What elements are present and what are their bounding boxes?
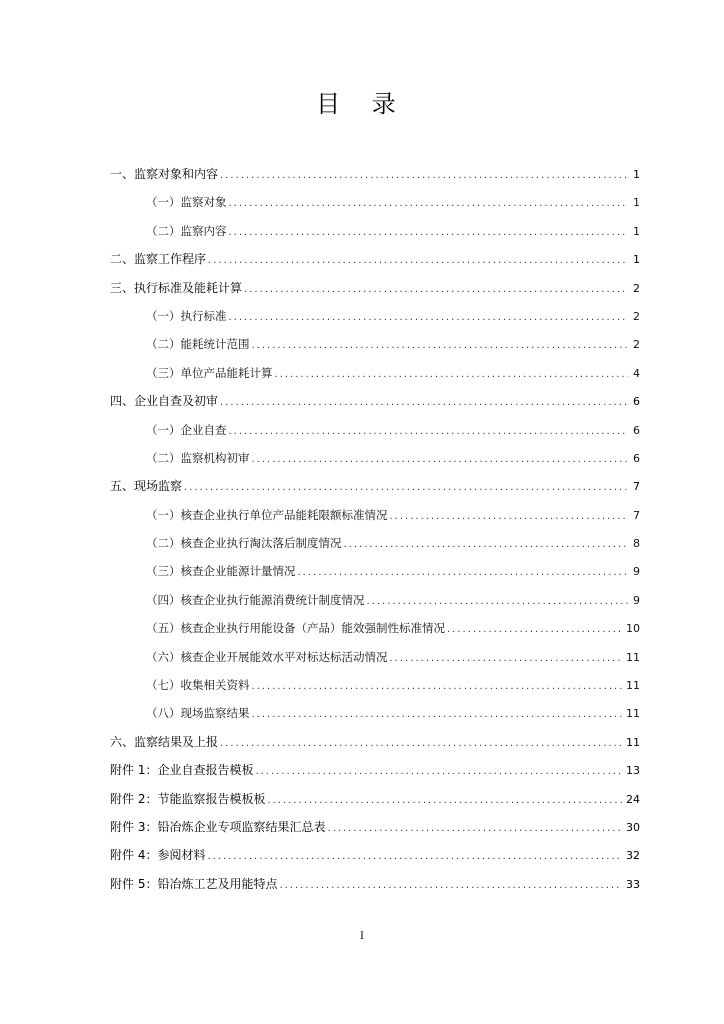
toc-page-number: 32 — [626, 849, 640, 863]
toc-subentry[interactable] — [110, 614, 640, 642]
toc-entry-label: 附件 1：企业自查报告模板 — [110, 763, 254, 778]
toc-page-number: 1 — [633, 168, 640, 181]
toc-subentry[interactable] — [110, 302, 640, 330]
toc-page-number: 11 — [626, 679, 640, 693]
dot-leader — [252, 701, 623, 729]
toc-page-number: 8 — [633, 537, 640, 551]
toc-subentry[interactable] — [110, 416, 640, 444]
toc-page-number: 11 — [626, 707, 640, 721]
toc-entry-label: （二）监察内容 — [146, 223, 227, 238]
toc-subentry[interactable] — [110, 188, 640, 216]
toc-subentry[interactable] — [110, 671, 640, 699]
toc-page-number: 9 — [633, 593, 640, 607]
toc-entry-label: 附件 3：铅冶炼企业专项监察结果汇总表 — [110, 819, 326, 834]
toc-entry-label: （七）收集相关资料 — [146, 678, 250, 693]
toc-subentry[interactable] — [110, 699, 640, 727]
toc-entry-label: （一）核查企业执行单位产品能耗限额标准情况 — [146, 507, 388, 522]
dot-leader — [252, 332, 629, 360]
toc-entry-label: （四）核查企业执行能源消费统计制度情况 — [146, 592, 365, 607]
toc-entry-label: （二）能耗统计范围 — [146, 337, 250, 352]
toc-page-number: 2 — [633, 338, 640, 352]
dot-leader — [279, 872, 622, 900]
dot-leader — [344, 531, 629, 559]
toc-subentry[interactable] — [110, 501, 640, 529]
toc-page-number: 1 — [633, 253, 640, 267]
toc-page-number: 24 — [626, 792, 640, 806]
dot-leader — [207, 843, 622, 871]
toc-page-number: 30 — [626, 820, 640, 834]
toc-page-number: 7 — [633, 480, 640, 494]
toc-entry[interactable] — [110, 785, 640, 813]
toc-page-number: 6 — [633, 451, 640, 465]
toc-entry-label: （八）现场监察结果 — [146, 706, 250, 721]
toc-page-number: 1 — [633, 196, 640, 210]
toc-page-number: 10 — [626, 622, 640, 636]
toc-entry-label: （三）核查企业能源计量情况 — [146, 564, 296, 579]
toc-page-number: 7 — [633, 508, 640, 522]
dot-leader — [275, 361, 629, 389]
toc-entry[interactable] — [110, 160, 640, 188]
toc-page-number: 11 — [626, 735, 640, 749]
dot-leader — [244, 276, 628, 304]
toc-page-number: 6 — [633, 395, 640, 409]
toc-page-number: 6 — [633, 423, 640, 437]
toc-entry-label: 附件 4：参阅材料 — [110, 848, 206, 863]
toc-subentry[interactable] — [110, 217, 640, 245]
toc-page-number: 13 — [626, 764, 640, 778]
dot-leader — [447, 616, 622, 644]
toc-entry[interactable] — [110, 841, 640, 869]
toc-entry-label: （五）核查企业执行用能设备（产品）能效强制性标准情况 — [146, 621, 445, 636]
toc-entry-label: （二）核查企业执行淘汰落后制度情况 — [146, 536, 342, 551]
page-title: 目 录 — [316, 90, 408, 118]
toc-entry[interactable] — [110, 756, 640, 784]
toc-entry-label: 四、企业自查及初审 — [110, 394, 219, 409]
toc-subentry[interactable] — [110, 359, 640, 387]
dot-leader — [252, 673, 623, 701]
toc-entry-label: 五、现场监察 — [110, 479, 183, 494]
dot-leader — [390, 645, 623, 673]
toc-page-number: 11 — [626, 650, 640, 664]
toc-entry-label: 三、执行标准及能耗计算 — [110, 280, 243, 295]
dot-leader — [208, 247, 628, 275]
dot-leader — [252, 446, 629, 474]
toc-entry-label: （一）执行标准 — [146, 308, 227, 323]
dot-leader — [220, 162, 628, 190]
toc-entry-label: （一）监察对象 — [146, 195, 227, 210]
toc-entry[interactable] — [110, 387, 640, 415]
dot-leader — [229, 190, 629, 218]
toc-page-number: 4 — [633, 366, 640, 380]
toc-entry-label: 附件 5：铅冶炼工艺及用能特点 — [110, 876, 278, 891]
dot-leader — [184, 474, 628, 502]
toc-subentry[interactable] — [110, 586, 640, 614]
dot-leader — [390, 503, 629, 531]
toc-entry[interactable] — [110, 870, 640, 898]
toc-subentry[interactable] — [110, 529, 640, 557]
toc-subentry[interactable] — [110, 643, 640, 671]
toc-page-number: 33 — [626, 877, 640, 891]
toc-entry[interactable] — [110, 245, 640, 273]
page-number-footer: I — [360, 931, 364, 942]
dot-leader — [220, 730, 622, 758]
dot-leader — [229, 304, 629, 332]
toc-entry-label: （一）企业自查 — [146, 422, 227, 437]
toc-entry-label: （三）单位产品能耗计算 — [146, 365, 273, 380]
toc-subentry[interactable] — [110, 557, 640, 585]
toc-entry[interactable] — [110, 728, 640, 756]
toc-subentry[interactable] — [110, 444, 640, 472]
toc-entry-label: 一、监察对象和内容 — [110, 167, 219, 181]
dot-leader — [229, 418, 629, 446]
toc-page-number: 2 — [633, 309, 640, 323]
dot-leader — [267, 787, 622, 815]
toc-subentry[interactable] — [110, 330, 640, 358]
toc-entry[interactable] — [110, 274, 640, 302]
dot-leader — [255, 758, 622, 786]
toc-entry-label: 附件 2：节能监察报告模板板 — [110, 791, 266, 806]
dot-leader — [298, 559, 629, 587]
toc-entry[interactable] — [110, 472, 640, 500]
toc-page-number: 1 — [633, 224, 640, 238]
toc-entry[interactable] — [110, 813, 640, 841]
dot-leader — [327, 815, 622, 843]
dot-leader — [367, 588, 629, 616]
toc-entry-label: （六）核查企业开展能效水平对标达标活动情况 — [146, 649, 388, 664]
dot-leader — [220, 389, 628, 417]
table-of-contents — [110, 160, 640, 898]
toc-page-number: 2 — [633, 281, 640, 295]
toc-entry-label: （二）监察机构初审 — [146, 450, 250, 465]
toc-page-number: 9 — [633, 565, 640, 579]
toc-entry-label: 二、监察工作程序 — [110, 252, 207, 267]
toc-entry-label: 六、监察结果及上报 — [110, 734, 219, 749]
dot-leader — [229, 219, 629, 247]
